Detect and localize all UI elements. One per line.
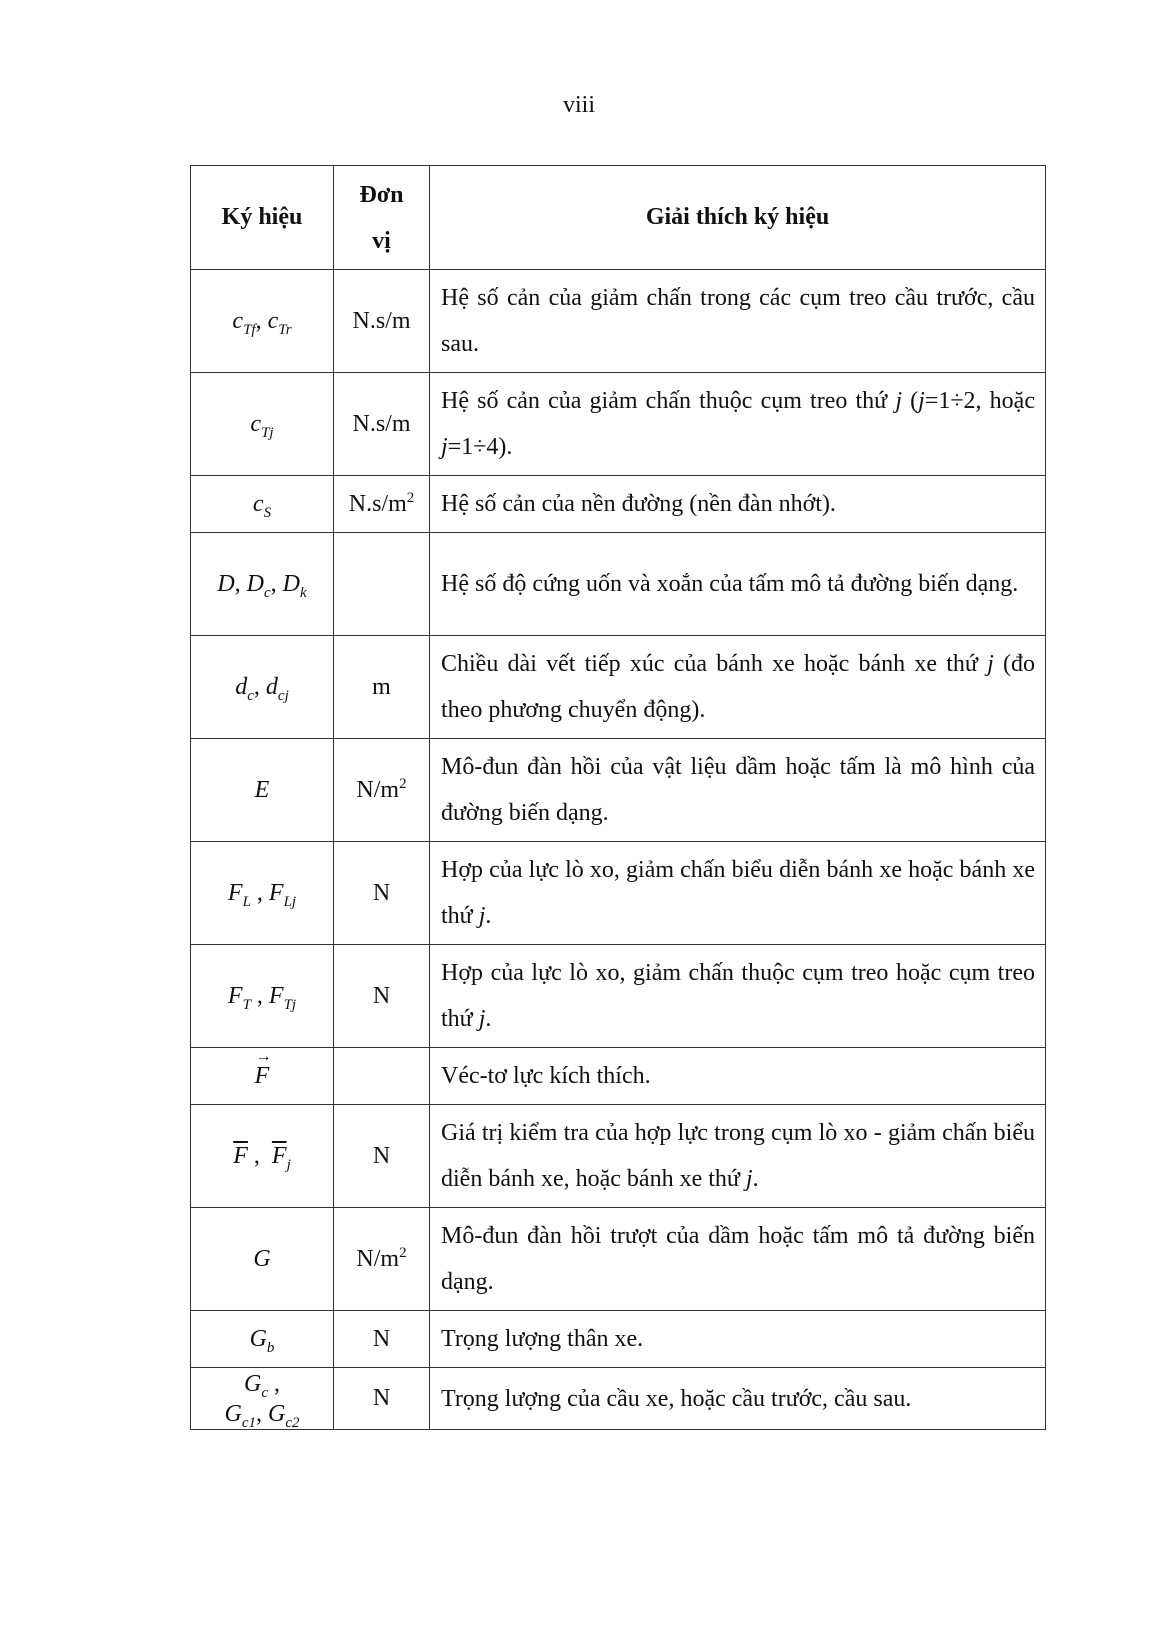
table-header-row [191,166,1046,270]
description-cell: Hệ số cản của giảm chấn trong các cụm treo cầu trước, cầu sau. [430,270,1046,373]
symbol-cell: $d_c$, $d_{cj}$ [191,636,334,739]
header-description: Giải thích ký hiệu [430,166,1046,270]
unit-cell: N.s/m [334,373,430,476]
symbol-cell: $G_b$ [191,1311,334,1368]
symbol-cell: E [191,739,334,842]
table-row [191,842,1046,945]
table-row [191,1208,1046,1311]
table-row [191,476,1046,533]
description-cell: Hợp của lực lò xo, giảm chấn thuộc cụm treo hoặc cụm treo thứ j. [430,945,1046,1048]
page-number: viii [562,92,595,118]
header-symbol: Ký hiệu [191,166,334,270]
description-cell: Hệ số cản của giảm chấn thuộc cụm treo thứ j (j=1÷2, hoặc j=1÷4). [430,373,1046,476]
symbol-cell [191,1048,334,1105]
description-cell: Hệ số độ cứng uốn và xoắn của tấm mô tả đường biến dạng. [430,533,1046,636]
unit-cell: $N/m^2$ [334,1208,430,1311]
description-cell: Hợp của lực lò xo, giảm chấn biểu diễn bánh xe hoặc bánh xe thứ j. [430,842,1046,945]
unit-cell [334,533,430,636]
description-cell: Trọng lượng thân xe. [430,1311,1046,1368]
unit-cell: N [334,1311,430,1368]
table-row [191,945,1046,1048]
table-row [191,636,1046,739]
table-row [191,373,1046,476]
unit-cell: $N/m^2$ [334,739,430,842]
unit-cell: N.s/m [334,270,430,373]
unit-cell: m [334,636,430,739]
symbol-cell: $c_{Tj}$ [191,373,334,476]
description-cell: Mô-đun đàn hồi trượt của dầm hoặc tấm mô tả đường biến dạng. [430,1208,1046,1311]
symbol-cell: $G_c$ , $G_{c1}$, $G_{c2}$ [191,1368,334,1430]
symbol-cell: G [191,1208,334,1311]
symbol-cell: $\overline{F}$ , $\overline{F}_j$ [191,1105,334,1208]
unit-cell: N [334,1368,430,1430]
description-cell: Mô-đun đàn hồi của vật liệu dầm hoặc tấm là mô hình của đường biến dạng. [430,739,1046,842]
description-cell: Trọng lượng của cầu xe, hoặc cầu trước, cầu sau. [430,1368,1046,1430]
table-row [191,1048,1046,1105]
header-unit-line1: Đơn [359,181,404,208]
table-row [191,1311,1046,1368]
unit-cell: N [334,1105,430,1208]
unit-cell [334,1048,430,1105]
unit-cell: N [334,842,430,945]
table-row [191,1368,1046,1430]
unit-cell: N [334,945,430,1048]
symbol-cell: D, $D_c$, $D_k$ [191,533,334,636]
header-unit-line2: vị [372,227,391,254]
header-unit [334,166,430,270]
table-row [191,1105,1046,1208]
symbol-cell: $F_T$ , $F_{Tj}$ [191,945,334,1048]
vector-arrow-symbol: → F [255,1063,270,1090]
table-row [191,270,1046,373]
description-cell: Véc-tơ lực kích thích. [430,1048,1046,1105]
unit-cell: $N.s/m^2$ [334,476,430,533]
description-cell: Hệ số cản của nền đường (nền đàn nhớt). [430,476,1046,533]
description-cell: Chiều dài vết tiếp xúc của bánh xe hoặc bánh xe thứ j (đo theo phương chuyển động). [430,636,1046,739]
symbol-cell: $c_{Tf}$, $c_{Tr}$ [191,270,334,373]
symbol-cell: $c_S$ [191,476,334,533]
description-cell: Giá trị kiểm tra của hợp lực trong cụm lò xo - giảm chấn biểu diễn bánh xe, hoặc bánh xe thứ j. [430,1105,1046,1208]
table-row [191,739,1046,842]
table-row [191,533,1046,636]
symbol-table [190,165,1046,1430]
symbol-cell: $F_L$ , $F_{Lj}$ [191,842,334,945]
